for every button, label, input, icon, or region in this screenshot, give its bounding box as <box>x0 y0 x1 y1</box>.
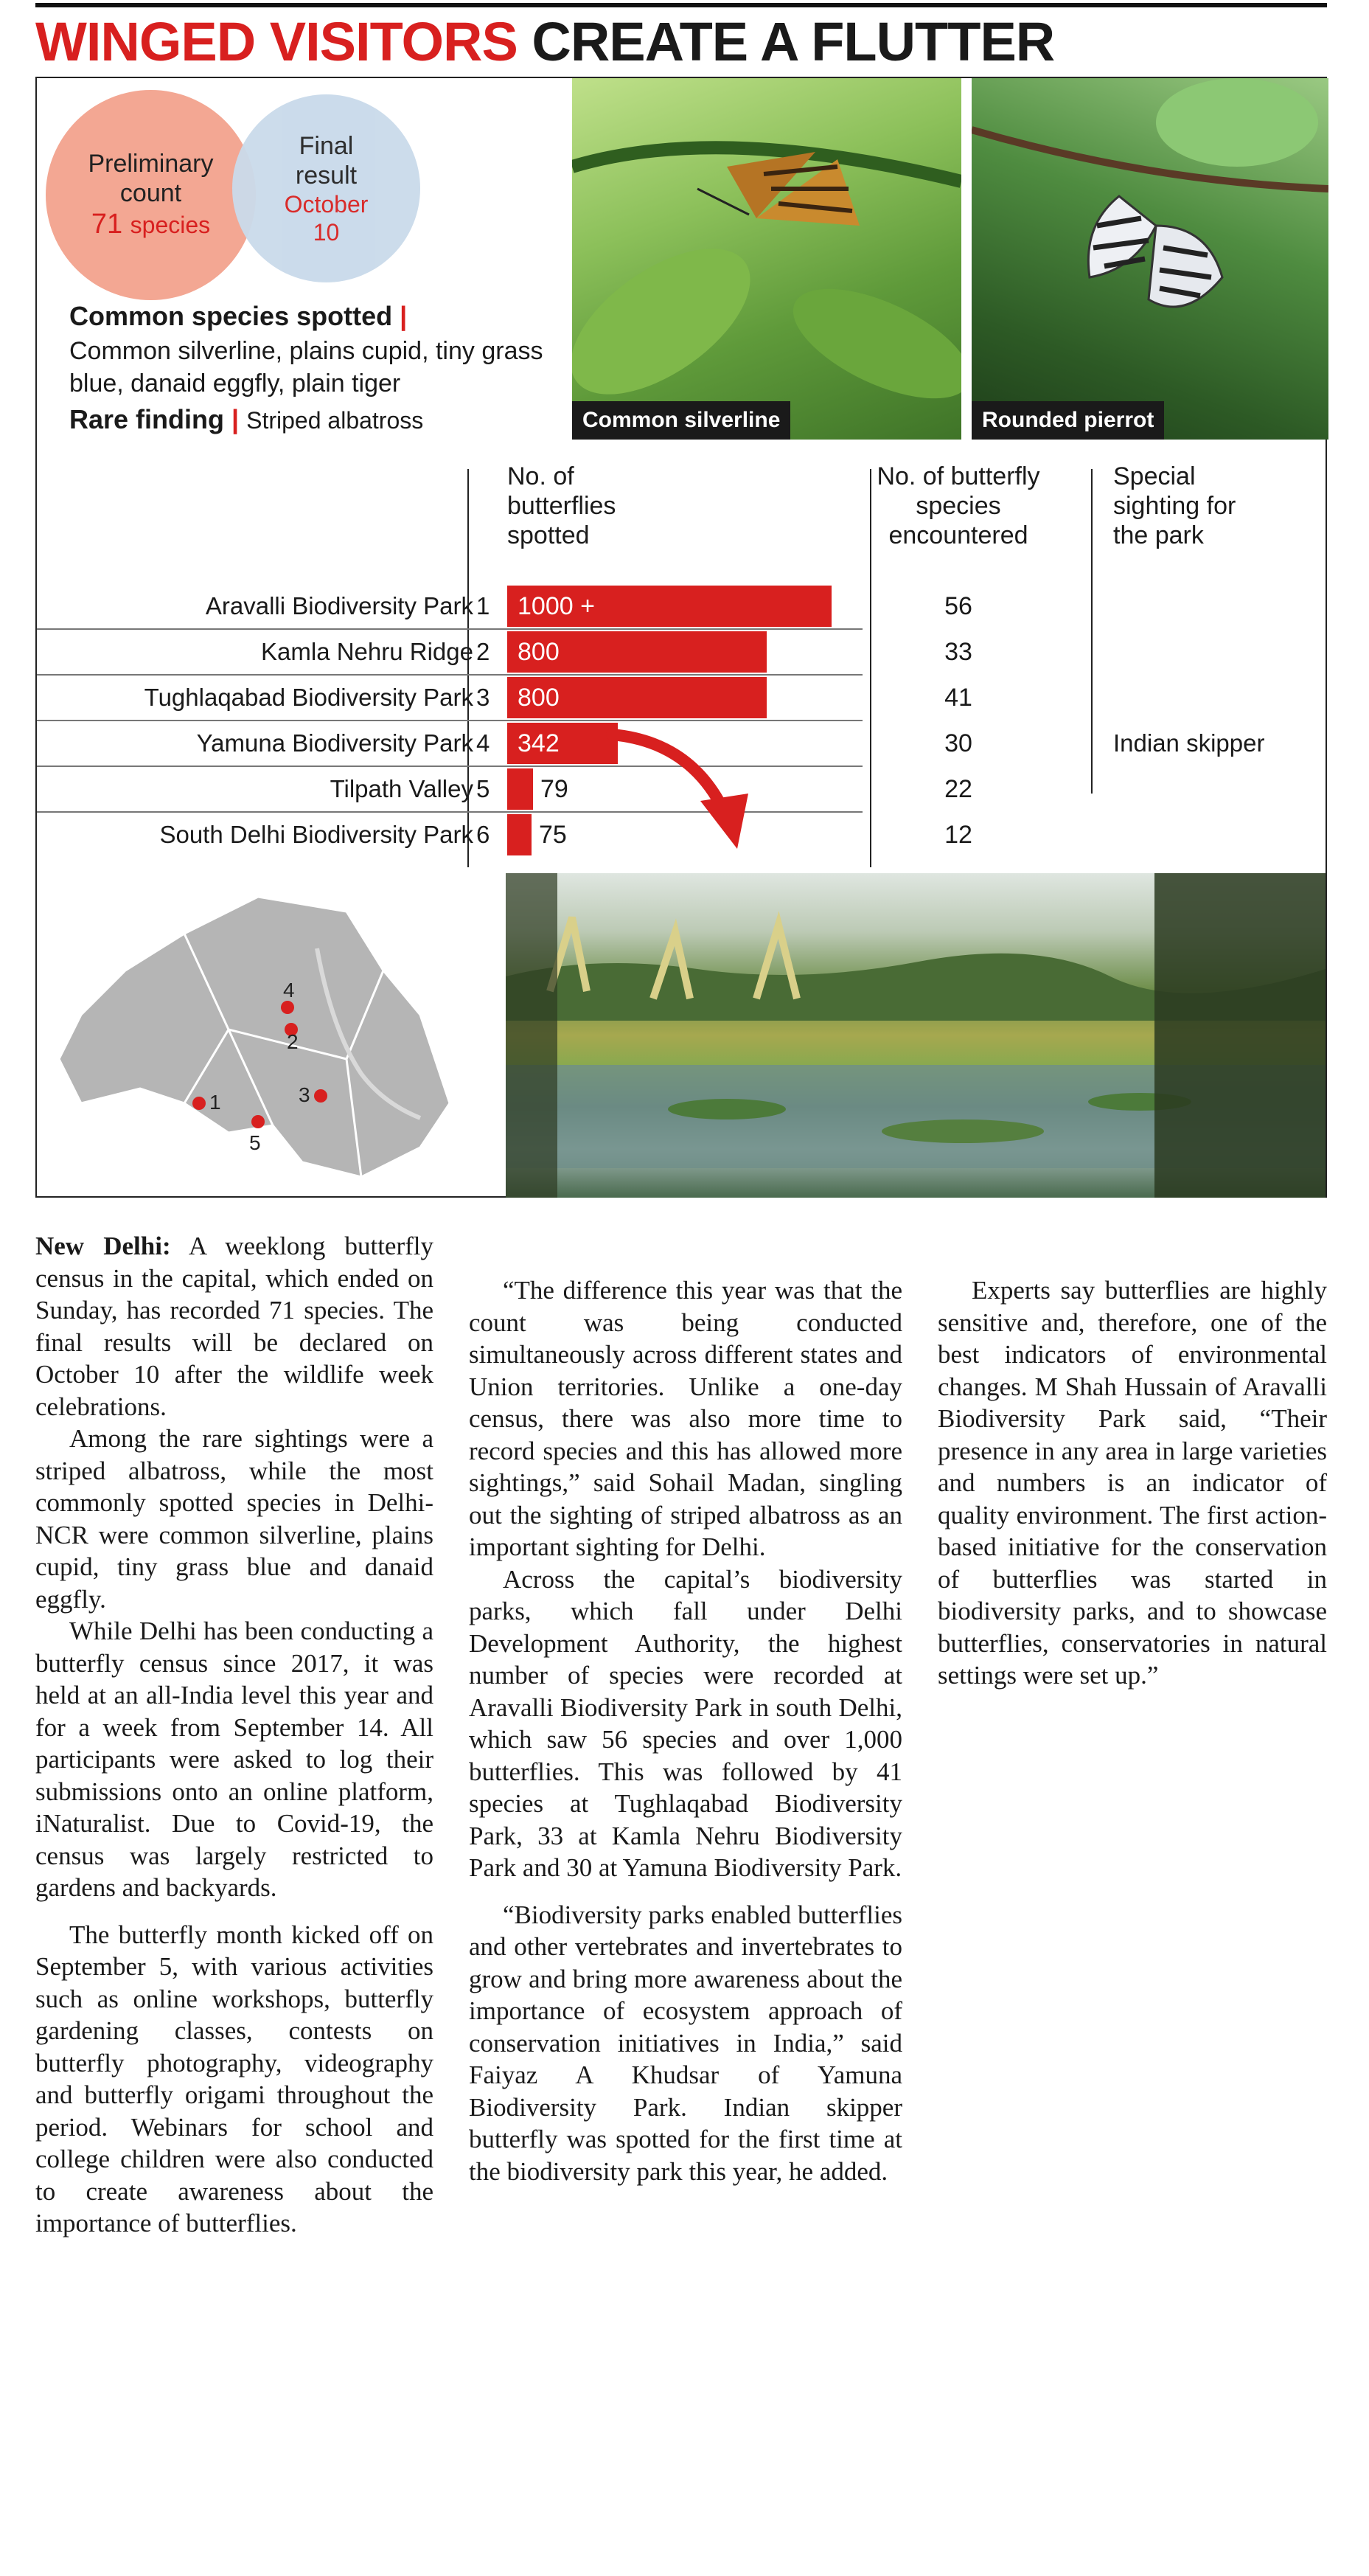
map-marker-label: 1 <box>209 1091 221 1114</box>
butterfly-illustration-1 <box>572 78 961 440</box>
article-col2-p2: Across the capital’s biodiversity parks, which fall under Delhi Development Authority, the highest number of species were recorded at Aravalli Biodiversity Park in south Delhi, which saw 56 species and over 1,000 butterflies. This was followed by 41 species at Tughlaqabad Biodiversity Park, 33 at Kamla Nehru Biodiversity Park and 30 at Yamuna Biodiversity Park. <box>469 1564 902 1882</box>
article-col1-p3: While Delhi has been conducting a butterfly census since 2017, it was held at an all-India level this year and for a week from September 14. All participants were asked to log their submissions onto an online platform, iNaturalist. Due to Covid-19, the census was largely restricted to gardens and backyards. <box>35 1617 433 1902</box>
col-header-butterflies: No. of butterflies spotted <box>507 462 616 549</box>
photo-biodiversity-park <box>506 873 1326 1198</box>
article-col1-p2: Among the rare sightings were a striped albatross, while the most commonly spotted species in Delhi-NCR were common silverline, plains cupid, tiny grass blue and danaid eggfly. <box>35 1424 433 1614</box>
park-rank: 4 <box>476 729 490 757</box>
common-species-list: Common silverline, plains cupid, tiny grass blue, danaid eggfly, plain tiger <box>69 337 543 397</box>
butterflies-value: 342 <box>518 729 560 757</box>
park-rank: 3 <box>476 684 490 711</box>
article-col3-p1: Experts say butterflies are highly sensitive and, therefore, one of the best indicators of environmental changes. M Shah Hussain of Aravalli Biodiversity Park said, “Their presence in any area in large varieties and numbers is an indicator of quality environment. The first action-based initiative for the conservation of butterflies was started in biodiversity parks, and to showcase butterflies, conservatories in natural settings were set up.” <box>938 1276 1327 1690</box>
butterflies-bar <box>507 814 532 855</box>
final-value1: October <box>284 190 369 218</box>
park-rank: 5 <box>476 775 490 802</box>
park-rank: 1 <box>476 592 490 619</box>
table-row <box>37 584 1328 628</box>
butterflies-value: 800 <box>518 684 560 712</box>
preliminary-line1: Preliminary <box>88 150 214 178</box>
park-name: Tilpath Valley <box>330 775 473 802</box>
final-value2: 10 <box>313 218 340 246</box>
photo1-caption: Common silverline <box>572 401 790 440</box>
species-count: 41 <box>944 684 972 712</box>
map-marker-label: 2 <box>287 1030 299 1053</box>
top-rule <box>35 3 1327 7</box>
butterflies-value: 75 <box>539 821 567 849</box>
preliminary-line2: count <box>119 179 182 207</box>
park-name: Kamla Nehru Ridge <box>261 638 473 665</box>
species-count: 12 <box>944 821 972 849</box>
headline-part2: CREATE A FLUTTER <box>532 11 1055 72</box>
park-name: Tughlaqabad Biodiversity Park <box>144 684 473 711</box>
headline <box>35 10 1327 74</box>
species-count: 56 <box>944 592 972 620</box>
final-result-circle <box>232 94 420 282</box>
map-marker-label: 3 <box>299 1083 310 1106</box>
map-marker <box>251 1115 265 1128</box>
special-sighting: Indian skipper <box>1113 729 1265 757</box>
butterflies-value: 800 <box>518 638 560 666</box>
table-row <box>37 630 1328 674</box>
article-col2-p3: “Biodiversity parks enabled butterflies and other vertebrates and invertebrates to grow and bring more awareness about the importance of ecosystem approach of conservation initiatives in India,” said Faiyaz A Khudsar of Yamuna Biodiversity Park. Indian skipper butterfly was spotted for the first time at the biodiversity park this year, he added. <box>469 1900 902 2186</box>
park-rank: 6 <box>476 821 490 848</box>
species-count: 30 <box>944 729 972 757</box>
map-marker <box>192 1097 206 1110</box>
butterflies-value: 79 <box>540 775 568 803</box>
col-header-special: Special sighting for the park <box>1113 462 1236 549</box>
map-marker <box>281 1001 294 1014</box>
article-col2-p1: “The difference this year was that the count was being conducted simultaneously across different states and Union territories. Unlike a one-day census, there was also more time to record species and this has allowed more sightings,” said Sohail Madan, singling out the sighting of striped albatross as an important sighting for Delhi. <box>469 1276 902 1561</box>
park-name: South Delhi Biodiversity Park <box>159 821 473 848</box>
article-col1-p4: The butterfly month kicked off on September 5, with various activities such as online workshops, butterfly gardening classes, contests on butterfly photography, videography and butterfly origami throughout the period. Webinars for school and college children were also conducted to create awareness about the importance of butterflies. <box>35 1920 433 2237</box>
butterfly-illustration-2 <box>972 78 1328 440</box>
col-header-species: No. of butterfly species encountered <box>877 462 1040 549</box>
park-name: Aravalli Biodiversity Park <box>205 592 473 619</box>
arrow-icon <box>597 712 789 875</box>
park-landscape-illustration <box>506 873 1326 1198</box>
park-rank: 2 <box>476 638 490 665</box>
infographic <box>35 77 1327 1198</box>
species-count: 22 <box>944 775 972 803</box>
species-count: 33 <box>944 638 972 666</box>
map-marker <box>314 1089 327 1103</box>
photo-rounded-pierrot <box>972 78 1328 440</box>
butterflies-value: 1000 + <box>518 592 595 620</box>
common-species-heading: Common species spotted | <box>69 301 408 331</box>
article-column-1 <box>35 1230 433 2240</box>
photo2-caption: Rounded pierrot <box>972 401 1164 440</box>
map-marker-label: 5 <box>249 1131 261 1154</box>
article-column-3 <box>938 1274 1327 1692</box>
headline-part1: WINGED VISITORS <box>35 11 518 72</box>
final-line2: result <box>295 161 358 190</box>
park-name: Yamuna Biodiversity Park <box>196 729 473 757</box>
delhi-map <box>37 882 479 1192</box>
final-line1: Final <box>299 131 354 160</box>
map-marker-label: 4 <box>283 979 295 1001</box>
preliminary-count-circle <box>46 90 256 300</box>
article-col1-p1: New Delhi: A weeklong butterfly census in the capital, which ended on Sunday, has recorded 71 species. The final results will be declared on October 10 after the wildlife week celebrations. <box>35 1232 434 1421</box>
butterflies-bar <box>507 768 533 810</box>
rare-finding: Rare finding | Striped albatross <box>69 404 424 434</box>
preliminary-value: 71 species <box>91 209 211 240</box>
article-column-2 <box>469 1274 902 2187</box>
photo-common-silverline <box>572 78 961 440</box>
